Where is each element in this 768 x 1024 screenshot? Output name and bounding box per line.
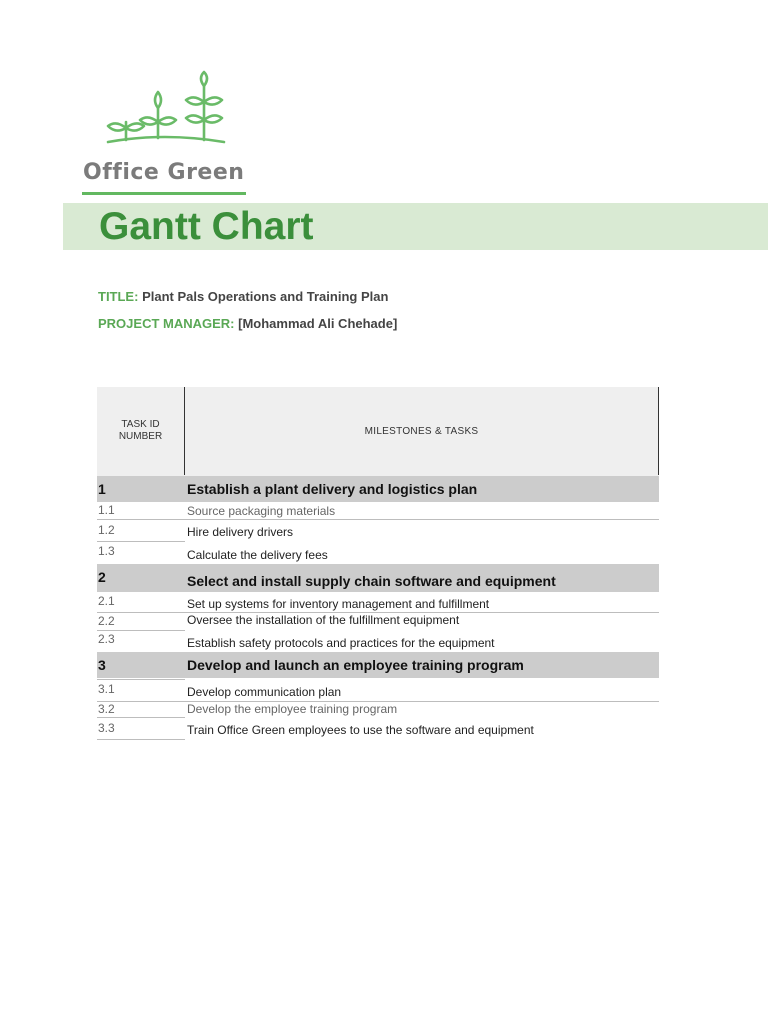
task-name: Source packaging materials xyxy=(187,504,336,518)
manager-label: PROJECT MANAGER: xyxy=(98,316,235,331)
sprout-icon xyxy=(104,70,226,146)
task-id: 3.3 xyxy=(98,721,115,735)
task-name: Train Office Green employees to use the software and equipment xyxy=(187,723,534,737)
project-manager-line xyxy=(98,316,397,331)
title-value: Plant Pals Operations and Training Plan xyxy=(142,289,389,304)
milestone-name: Establish a plant delivery and logistics plan xyxy=(187,481,478,497)
project-title-line xyxy=(98,289,388,304)
header-milestones-tasks: MILESTONES & TASKS xyxy=(185,387,659,475)
task-row xyxy=(97,502,659,520)
task-name: Set up systems for inventory management and fulfillment xyxy=(187,597,490,611)
brand-name: Office Green xyxy=(83,160,245,185)
milestone-id: 1 xyxy=(98,481,106,497)
task-id: 2.1 xyxy=(98,594,115,608)
task-id: 3.2 xyxy=(98,702,115,716)
task-row xyxy=(97,613,659,631)
office-green-logo xyxy=(80,70,250,198)
milestone-id: 3 xyxy=(98,657,106,673)
milestone-row xyxy=(97,652,659,678)
task-name: Establish safety protocols and practices for the equipment xyxy=(187,636,495,650)
task-id: 2.3 xyxy=(98,632,115,646)
task-row xyxy=(97,702,659,718)
task-row xyxy=(97,680,659,701)
task-id: 1.1 xyxy=(98,503,115,517)
task-row xyxy=(97,520,659,542)
task-name: Develop the employee training program xyxy=(187,702,398,716)
table-header xyxy=(97,387,659,476)
milestone-row xyxy=(97,476,659,502)
page-title: Gantt Chart xyxy=(99,205,314,248)
task-row xyxy=(97,718,659,740)
milestone-name: Develop and launch an employee training program xyxy=(187,657,524,673)
logo-underline xyxy=(82,192,246,195)
task-name: Develop communication plan xyxy=(187,685,342,699)
task-row xyxy=(97,592,659,612)
task-name: Oversee the installation of the fulfillment equipment xyxy=(187,613,460,627)
task-id: 1.2 xyxy=(98,523,115,537)
task-id: 1.3 xyxy=(98,544,115,558)
task-row xyxy=(97,542,659,564)
manager-value: [Mohammad Ali Chehade] xyxy=(238,316,398,331)
task-row xyxy=(97,631,659,652)
header-task-id: TASK ID NUMBER xyxy=(97,387,185,475)
task-name: Hire delivery drivers xyxy=(187,525,294,539)
milestone-id: 2 xyxy=(98,569,106,585)
milestone-row xyxy=(97,564,659,592)
milestone-name: Select and install supply chain software and equipment xyxy=(187,573,556,589)
task-id: 2.2 xyxy=(98,614,115,628)
title-label: TITLE: xyxy=(98,289,139,304)
row-divider xyxy=(97,739,185,740)
task-name: Calculate the delivery fees xyxy=(187,548,328,562)
task-id: 3.1 xyxy=(98,682,115,696)
